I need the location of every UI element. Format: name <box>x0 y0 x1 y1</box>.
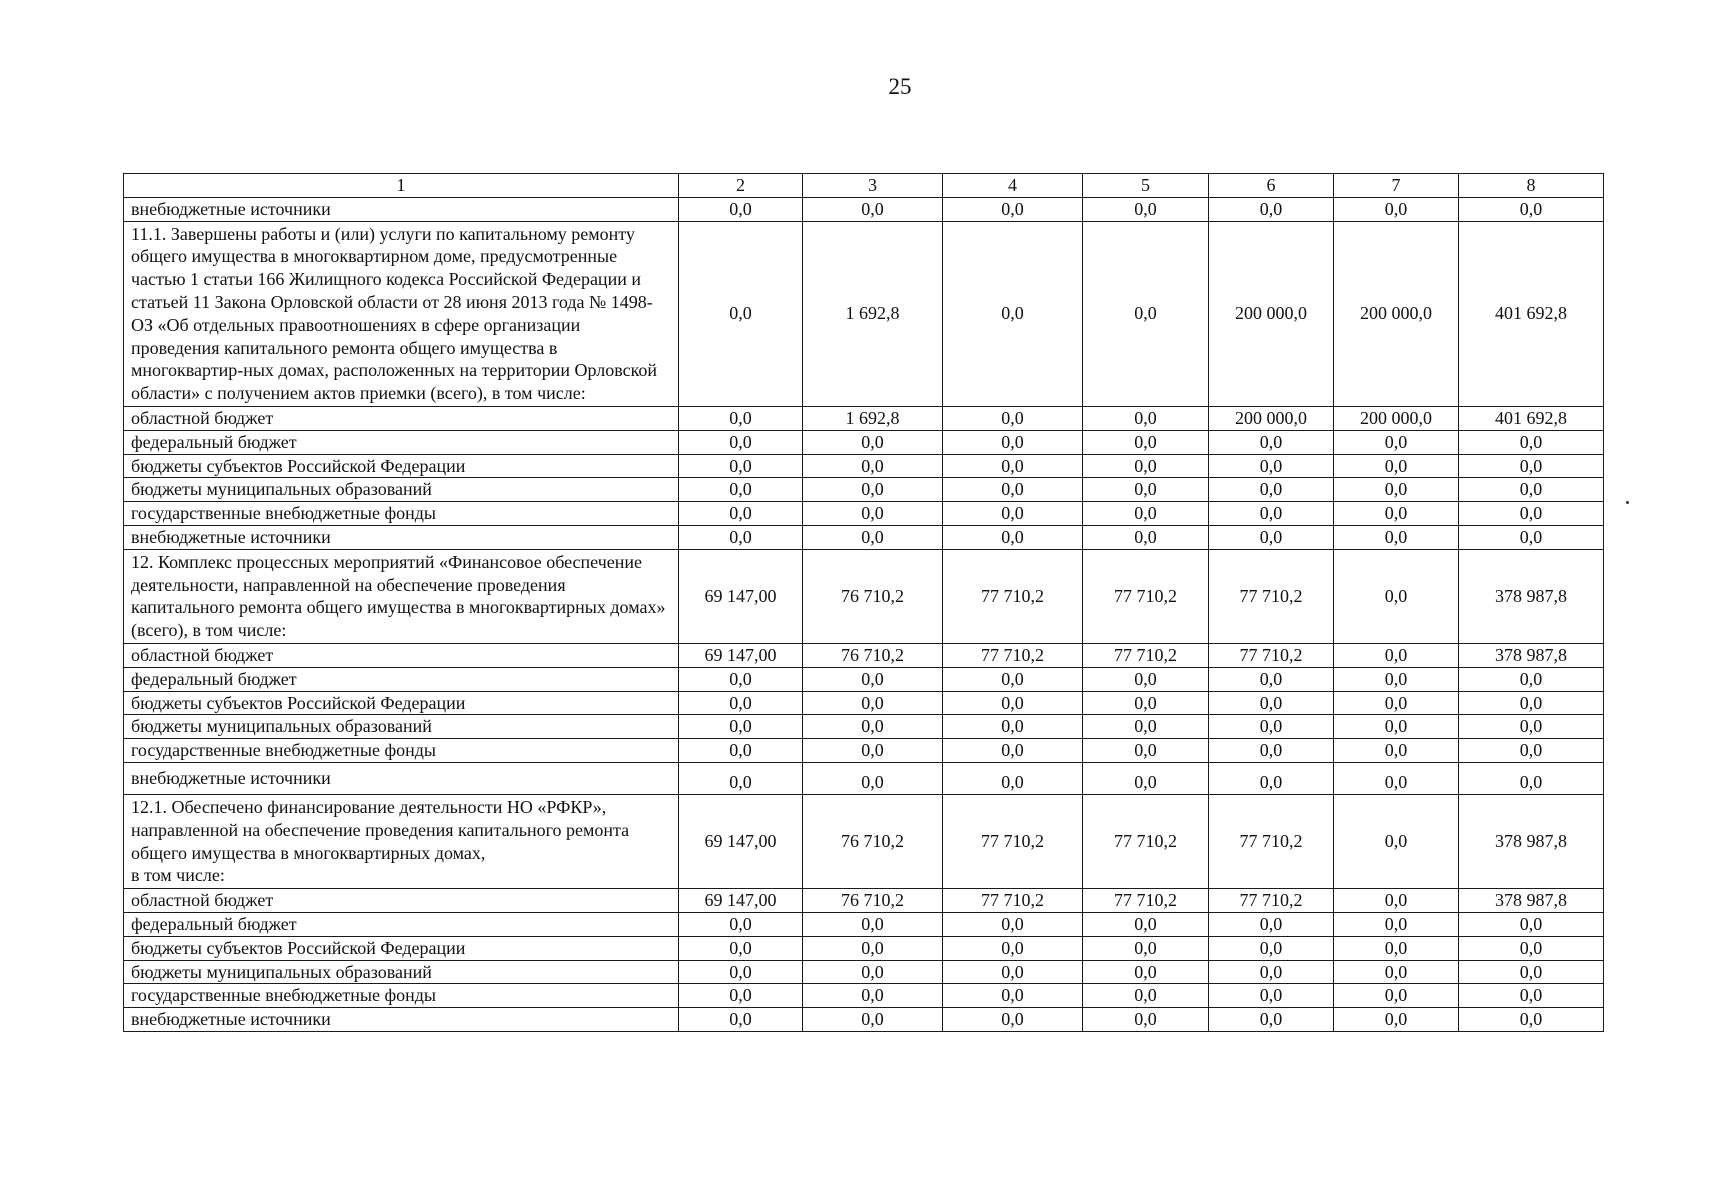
column-header: 7 <box>1334 174 1459 198</box>
value-cell: 0,0 <box>1334 454 1459 478</box>
row-label: бюджеты субъектов Российской Федерации <box>124 454 679 478</box>
column-header: 4 <box>943 174 1083 198</box>
value-cell: 0,0 <box>1083 715 1209 739</box>
table-row <box>124 739 1604 763</box>
value-cell: 0,0 <box>679 691 803 715</box>
value-cell: 0,0 <box>679 912 803 936</box>
value-cell: 0,0 <box>1083 406 1209 430</box>
row-label: бюджеты субъектов Российской Федерации <box>124 691 679 715</box>
value-cell: 0,0 <box>1083 960 1209 984</box>
value-cell: 0,0 <box>679 406 803 430</box>
value-cell: 0,0 <box>1459 691 1604 715</box>
value-cell: 0,0 <box>1209 715 1334 739</box>
value-cell: 0,0 <box>679 984 803 1008</box>
table-body <box>124 174 1604 1032</box>
value-cell: 0,0 <box>1083 454 1209 478</box>
value-cell: 0,0 <box>943 912 1083 936</box>
value-cell: 200 000,0 <box>1334 406 1459 430</box>
row-label: областной бюджет <box>124 406 679 430</box>
value-cell: 0,0 <box>943 739 1083 763</box>
value-cell: 0,0 <box>1209 912 1334 936</box>
column-header: 1 <box>124 174 679 198</box>
table-row <box>124 197 1604 221</box>
value-cell: 0,0 <box>1334 762 1459 794</box>
value-cell: 378 987,8 <box>1459 794 1604 888</box>
value-cell: 0,0 <box>1083 221 1209 406</box>
value-cell: 0,0 <box>1083 478 1209 502</box>
row-label: внебюджетные источники <box>124 197 679 221</box>
value-cell: 0,0 <box>803 984 943 1008</box>
table-row-section <box>124 794 1604 888</box>
row-label: бюджеты муниципальных образований <box>124 478 679 502</box>
value-cell: 0,0 <box>803 715 943 739</box>
budget-table <box>123 173 1604 1032</box>
value-cell: 0,0 <box>1209 936 1334 960</box>
value-cell: 0,0 <box>803 525 943 549</box>
table-row <box>124 691 1604 715</box>
value-cell: 0,0 <box>679 478 803 502</box>
row-label: федеральный бюджет <box>124 912 679 936</box>
value-cell: 0,0 <box>1209 762 1334 794</box>
value-cell: 0,0 <box>1459 936 1604 960</box>
value-cell: 0,0 <box>943 667 1083 691</box>
value-cell: 378 987,8 <box>1459 549 1604 643</box>
row-label: государственные внебюджетные фонды <box>124 739 679 763</box>
value-cell: 0,0 <box>1334 197 1459 221</box>
value-cell: 0,0 <box>943 454 1083 478</box>
table-row <box>124 478 1604 502</box>
value-cell: 0,0 <box>803 691 943 715</box>
header-row <box>124 174 1604 198</box>
value-cell: 0,0 <box>1459 454 1604 478</box>
value-cell: 0,0 <box>1083 197 1209 221</box>
value-cell: 77 710,2 <box>1209 549 1334 643</box>
value-cell: 0,0 <box>1083 525 1209 549</box>
value-cell: 0,0 <box>1083 667 1209 691</box>
value-cell: 0,0 <box>803 1008 943 1032</box>
column-header: 6 <box>1209 174 1334 198</box>
value-cell: 0,0 <box>803 912 943 936</box>
value-cell: 0,0 <box>1083 1008 1209 1032</box>
value-cell: 0,0 <box>943 478 1083 502</box>
value-cell: 0,0 <box>679 739 803 763</box>
table-row <box>124 525 1604 549</box>
row-label: федеральный бюджет <box>124 430 679 454</box>
value-cell: 0,0 <box>943 430 1083 454</box>
value-cell: 0,0 <box>943 221 1083 406</box>
value-cell: 0,0 <box>1083 984 1209 1008</box>
row-label: внебюджетные источники <box>124 1008 679 1032</box>
value-cell: 0,0 <box>803 960 943 984</box>
value-cell: 0,0 <box>1334 715 1459 739</box>
value-cell: 0,0 <box>1209 525 1334 549</box>
table-row <box>124 715 1604 739</box>
column-header: 8 <box>1459 174 1604 198</box>
row-label: бюджеты субъектов Российской Федерации <box>124 936 679 960</box>
table-row <box>124 912 1604 936</box>
value-cell: 0,0 <box>1209 984 1334 1008</box>
value-cell: 0,0 <box>679 1008 803 1032</box>
value-cell: 378 987,8 <box>1459 889 1604 913</box>
value-cell: 378 987,8 <box>1459 643 1604 667</box>
value-cell: 0,0 <box>679 960 803 984</box>
value-cell: 0,0 <box>1459 667 1604 691</box>
row-label: внебюджетные источники <box>124 525 679 549</box>
row-label: внебюджетные источники <box>124 762 679 794</box>
value-cell: 0,0 <box>1334 912 1459 936</box>
value-cell: 0,0 <box>1334 691 1459 715</box>
row-label: 12.1. Обеспечено финансирование деятельности НО «РФКР», направленной на обеспечение проведения капитального ремонта общего имущества в многоквартирных домах, в том числе: <box>124 794 679 888</box>
value-cell: 0,0 <box>1459 739 1604 763</box>
row-label: областной бюджет <box>124 643 679 667</box>
table-row-section <box>124 549 1604 643</box>
value-cell: 0,0 <box>1334 525 1459 549</box>
value-cell: 200 000,0 <box>1334 221 1459 406</box>
row-label: государственные внебюджетные фонды <box>124 984 679 1008</box>
value-cell: 0,0 <box>1459 762 1604 794</box>
value-cell: 77 710,2 <box>943 643 1083 667</box>
value-cell: 0,0 <box>1459 525 1604 549</box>
value-cell: 0,0 <box>1209 1008 1334 1032</box>
value-cell: 0,0 <box>679 502 803 526</box>
page-number: 25 <box>888 74 912 99</box>
table-row <box>124 762 1604 794</box>
value-cell: 0,0 <box>943 762 1083 794</box>
table-row <box>124 960 1604 984</box>
value-cell: 77 710,2 <box>943 549 1083 643</box>
value-cell: 69 147,00 <box>679 549 803 643</box>
value-cell: 0,0 <box>943 715 1083 739</box>
row-label: федеральный бюджет <box>124 667 679 691</box>
table-row <box>124 667 1604 691</box>
value-cell: 0,0 <box>1209 667 1334 691</box>
value-cell: 69 147,00 <box>679 794 803 888</box>
value-cell: 77 710,2 <box>943 889 1083 913</box>
value-cell: 0,0 <box>679 525 803 549</box>
value-cell: 0,0 <box>943 502 1083 526</box>
table-row <box>124 454 1604 478</box>
value-cell: 0,0 <box>803 667 943 691</box>
value-cell: 69 147,00 <box>679 889 803 913</box>
value-cell: 200 000,0 <box>1209 406 1334 430</box>
value-cell: 0,0 <box>1209 454 1334 478</box>
value-cell: 0,0 <box>1209 502 1334 526</box>
value-cell: 0,0 <box>1459 1008 1604 1032</box>
table-row <box>124 643 1604 667</box>
value-cell: 77 710,2 <box>1083 643 1209 667</box>
value-cell: 0,0 <box>943 1008 1083 1032</box>
value-cell: 0,0 <box>679 197 803 221</box>
value-cell: 77 710,2 <box>1083 794 1209 888</box>
value-cell: 0,0 <box>1209 478 1334 502</box>
row-label: бюджеты муниципальных образований <box>124 715 679 739</box>
value-cell: 0,0 <box>1334 478 1459 502</box>
table-row <box>124 936 1604 960</box>
table-row <box>124 430 1604 454</box>
value-cell: 0,0 <box>803 478 943 502</box>
value-cell: 77 710,2 <box>1209 889 1334 913</box>
value-cell: 0,0 <box>803 197 943 221</box>
value-cell: 0,0 <box>1083 739 1209 763</box>
row-label: 12. Комплекс процессных мероприятий «Финансовое обеспечение деятельности, направленной на обеспечение проведения капитального ремонта общего имущества в многоквартирных домах» (всего), в том числе: <box>124 549 679 643</box>
row-label: бюджеты муниципальных образований <box>124 960 679 984</box>
value-cell: 401 692,8 <box>1459 221 1604 406</box>
value-cell: 0,0 <box>1083 691 1209 715</box>
value-cell: 0,0 <box>803 430 943 454</box>
value-cell: 0,0 <box>1459 478 1604 502</box>
value-cell: 0,0 <box>1334 502 1459 526</box>
value-cell: 200 000,0 <box>1209 221 1334 406</box>
value-cell: 0,0 <box>1083 936 1209 960</box>
value-cell: 0,0 <box>803 936 943 960</box>
row-label: областной бюджет <box>124 889 679 913</box>
row-label: государственные внебюджетные фонды <box>124 502 679 526</box>
value-cell: 0,0 <box>679 762 803 794</box>
value-cell: 76 710,2 <box>803 889 943 913</box>
column-header: 2 <box>679 174 803 198</box>
value-cell: 0,0 <box>943 984 1083 1008</box>
value-cell: 69 147,00 <box>679 643 803 667</box>
value-cell: 77 710,2 <box>1209 643 1334 667</box>
value-cell: 0,0 <box>1459 960 1604 984</box>
value-cell: 0,0 <box>1459 197 1604 221</box>
value-cell: 0,0 <box>1459 430 1604 454</box>
value-cell: 76 710,2 <box>803 549 943 643</box>
value-cell: 0,0 <box>1334 889 1459 913</box>
value-cell: 0,0 <box>1209 430 1334 454</box>
value-cell: 0,0 <box>1459 502 1604 526</box>
value-cell: 0,0 <box>679 715 803 739</box>
value-cell: 0,0 <box>679 454 803 478</box>
value-cell: 0,0 <box>679 430 803 454</box>
value-cell: 0,0 <box>1334 960 1459 984</box>
value-cell: 76 710,2 <box>803 794 943 888</box>
value-cell: 0,0 <box>1209 197 1334 221</box>
value-cell: 0,0 <box>1459 912 1604 936</box>
value-cell: 0,0 <box>943 691 1083 715</box>
value-cell: 0,0 <box>943 406 1083 430</box>
value-cell: 0,0 <box>943 936 1083 960</box>
value-cell: 0,0 <box>1209 960 1334 984</box>
value-cell: 0,0 <box>803 739 943 763</box>
value-cell: 0,0 <box>679 936 803 960</box>
value-cell: 0,0 <box>803 762 943 794</box>
value-cell: 0,0 <box>1083 912 1209 936</box>
column-header: 5 <box>1083 174 1209 198</box>
table-row <box>124 984 1604 1008</box>
table-row <box>124 406 1604 430</box>
value-cell: 0,0 <box>943 197 1083 221</box>
value-cell: 1 692,8 <box>803 406 943 430</box>
value-cell: 0,0 <box>803 454 943 478</box>
row-label: 11.1. Завершены работы и (или) услуги по капитальному ремонту общего имущества в многоквартирном доме, предусмотренные частью 1 статьи 166 Жилищного кодекса Российской Федерации и статьей 11 Закона Орловской области от 28 июня 2013 года № 1498-ОЗ «Об отдельных правоотношениях в сфере организации проведения капитального ремонта общего имущества в многоквартир-ных домах, расположенных на территории Орловской области» с получением актов приемки (всего), в том числе: <box>124 221 679 406</box>
value-cell: 0,0 <box>1209 691 1334 715</box>
table-row-section <box>124 221 1604 406</box>
table-row <box>124 889 1604 913</box>
value-cell: 0,0 <box>803 502 943 526</box>
value-cell: 77 710,2 <box>943 794 1083 888</box>
value-cell: 0,0 <box>1334 984 1459 1008</box>
scan-speck <box>1626 501 1629 504</box>
column-header: 3 <box>803 174 943 198</box>
value-cell: 0,0 <box>943 960 1083 984</box>
value-cell: 0,0 <box>1334 936 1459 960</box>
value-cell: 0,0 <box>1334 739 1459 763</box>
value-cell: 0,0 <box>1459 984 1604 1008</box>
value-cell: 401 692,8 <box>1459 406 1604 430</box>
table-row <box>124 1008 1604 1032</box>
value-cell: 0,0 <box>679 221 803 406</box>
value-cell: 0,0 <box>1209 739 1334 763</box>
value-cell: 0,0 <box>679 667 803 691</box>
value-cell: 0,0 <box>1334 430 1459 454</box>
table-row <box>124 502 1604 526</box>
value-cell: 1 692,8 <box>803 221 943 406</box>
value-cell: 77 710,2 <box>1083 549 1209 643</box>
value-cell: 0,0 <box>943 525 1083 549</box>
value-cell: 77 710,2 <box>1083 889 1209 913</box>
value-cell: 0,0 <box>1334 1008 1459 1032</box>
value-cell: 0,0 <box>1083 762 1209 794</box>
value-cell: 0,0 <box>1083 430 1209 454</box>
value-cell: 0,0 <box>1334 794 1459 888</box>
value-cell: 0,0 <box>1083 502 1209 526</box>
value-cell: 0,0 <box>1459 715 1604 739</box>
value-cell: 0,0 <box>1334 549 1459 643</box>
value-cell: 0,0 <box>1334 667 1459 691</box>
value-cell: 76 710,2 <box>803 643 943 667</box>
value-cell: 77 710,2 <box>1209 794 1334 888</box>
value-cell: 0,0 <box>1334 643 1459 667</box>
